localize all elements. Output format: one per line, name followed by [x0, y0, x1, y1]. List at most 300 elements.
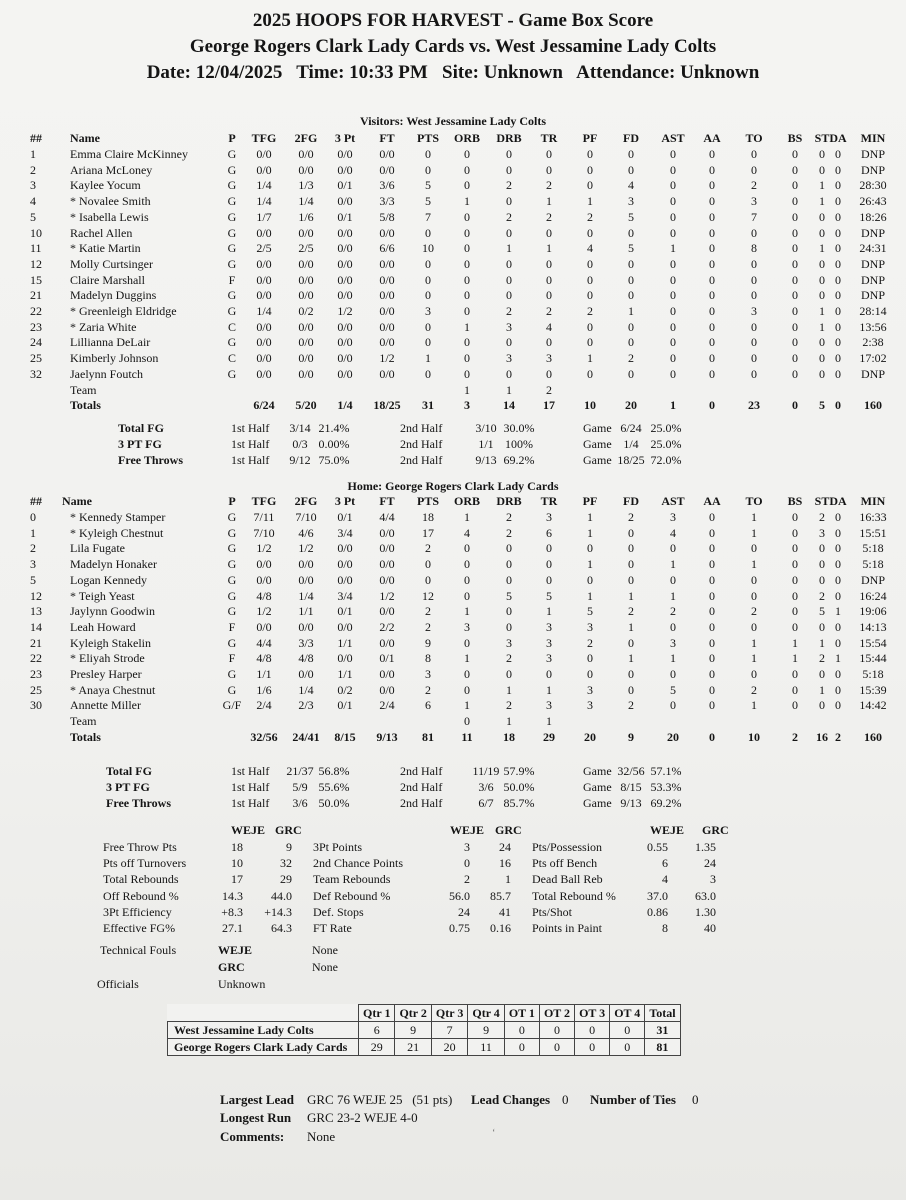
player-bs: 1	[792, 651, 798, 666]
team-stat-weje-value: 37.0	[647, 888, 668, 903]
half-split-second-label: 2nd Half	[400, 764, 443, 778]
half-split-second-made: 3/10	[475, 421, 497, 435]
line-score-cell: 9	[395, 1022, 431, 1039]
half-split-stat: 3 PT FG	[106, 780, 150, 794]
totals-row-min: 160	[864, 398, 882, 413]
player-min: 14:42	[859, 698, 887, 713]
column-header-da: DA	[829, 494, 847, 508]
technical-grc-label: GRC	[218, 960, 245, 974]
half-split-stat: Free Throws	[106, 796, 171, 810]
player-orb: 4	[464, 525, 470, 540]
player-to: 0	[751, 366, 757, 381]
team-stat-weje-value: 3	[464, 840, 470, 854]
team-stat-grc-value: 40	[704, 921, 716, 935]
player-pts: 0	[425, 557, 431, 572]
player-bs: 0	[792, 147, 798, 161]
player-bs: 0	[792, 319, 798, 334]
player-tr: 3	[546, 619, 552, 634]
half-split-first-label: 1st Half	[231, 437, 270, 451]
player-ft: 2/4	[379, 698, 395, 713]
player-pf: 3	[587, 698, 593, 713]
half-split-game-label: Game	[583, 421, 612, 435]
player-to: 1	[751, 651, 757, 666]
player-bs: 0	[792, 178, 798, 193]
totals-row-orb: 3	[464, 398, 470, 413]
column-header-num: ##	[30, 131, 42, 145]
technical-weje-label: WEJE	[218, 943, 253, 957]
player-ft: 0/0	[379, 572, 395, 587]
player-min: 16:33	[859, 510, 887, 524]
player-twofg: 4/8	[298, 651, 314, 666]
player-da: 1	[835, 651, 841, 666]
technical-weje-value: None	[312, 943, 338, 957]
player-pts: 5	[425, 194, 431, 209]
team-row-orb: 0	[464, 714, 470, 729]
player-twofg: 0/0	[298, 288, 314, 303]
line-score-cell: 0	[610, 1022, 645, 1039]
player-drb: 2	[506, 525, 512, 540]
player-drb: 2	[506, 698, 512, 713]
team-stat-weje-value: 0	[464, 856, 470, 871]
player-ast: 0	[670, 572, 676, 587]
player-name: Presley Harper	[70, 667, 142, 681]
player-bs: 0	[792, 304, 798, 318]
player-da: 0	[835, 588, 841, 603]
player-to: 3	[751, 194, 757, 209]
technical-grc-value: None	[312, 960, 338, 974]
player-fd: 0	[628, 147, 634, 161]
line-score-cell: 0	[539, 1022, 574, 1039]
totals-row-da: 0	[835, 398, 841, 413]
player-to: 1	[751, 525, 757, 540]
player-aa: 0	[709, 698, 715, 713]
totals-row-twofg: 24/41	[292, 729, 320, 744]
team-stat-weje-value: 0.75	[449, 921, 470, 935]
player-num: 25	[30, 682, 42, 697]
player-name: * Greenleigh Eldridge	[70, 304, 177, 318]
totals-row-pts: 31	[422, 398, 434, 413]
player-da: 0	[835, 335, 841, 350]
player-da: 0	[835, 319, 841, 334]
player-aa: 0	[709, 366, 715, 381]
player-da: 0	[835, 619, 841, 634]
player-tr: 2	[546, 178, 552, 193]
player-fd: 1	[628, 619, 634, 634]
half-split-game-pct: 57.1%	[650, 764, 682, 778]
player-st: 0	[819, 619, 825, 634]
player-pf: 0	[587, 147, 593, 161]
player-orb: 0	[464, 366, 470, 381]
player-orb: 1	[464, 698, 470, 713]
player-fd: 2	[628, 351, 634, 366]
team-stat-grc-value: 85.7	[490, 888, 511, 903]
column-header-num: ##	[30, 494, 42, 508]
totals-row-bs: 0	[792, 398, 798, 413]
line-score-header-cell: Qtr 2	[395, 1005, 431, 1022]
player-pf: 0	[587, 178, 593, 193]
totals-row-drb: 14	[503, 398, 515, 413]
player-tfg: 2/5	[256, 241, 272, 256]
team-stat-label: Pts off Bench	[532, 856, 598, 871]
player-pts: 9	[425, 635, 431, 650]
column-header-min: MIN	[860, 131, 886, 145]
player-num: 4	[30, 194, 36, 209]
player-name: * Kennedy Stamper	[70, 510, 166, 524]
player-to: 1	[751, 698, 757, 713]
player-drb: 1	[506, 682, 512, 697]
player-twofg: 0/0	[298, 335, 314, 350]
player-ft: 1/2	[379, 351, 395, 366]
player-orb: 0	[464, 588, 470, 603]
player-orb: 0	[464, 241, 470, 256]
player-ft: 0/0	[379, 682, 395, 697]
player-pf: 1	[587, 525, 593, 540]
player-pts: 0	[425, 366, 431, 381]
line-score-total: 81	[645, 1039, 680, 1056]
player-pos: F	[228, 651, 236, 666]
player-drb: 0	[506, 147, 512, 161]
player-pos: G	[227, 241, 237, 256]
team-row-orb: 1	[464, 382, 470, 397]
player-threept: 1/1	[337, 667, 353, 681]
totals-row-drb: 18	[503, 729, 515, 744]
player-threept: 0/0	[337, 194, 353, 209]
player-to: 0	[751, 256, 757, 271]
player-tfg: 2/4	[256, 698, 272, 713]
player-st: 0	[819, 335, 825, 350]
player-num: 2	[30, 162, 36, 177]
player-st: 2	[819, 651, 825, 666]
player-fd: 4	[628, 178, 634, 193]
team-stat-grc-value: 24	[704, 856, 716, 871]
player-to: 8	[751, 241, 757, 256]
player-pts: 0	[425, 288, 431, 303]
line-score-header-cell: OT 2	[539, 1005, 574, 1022]
player-aa: 0	[709, 335, 715, 350]
player-pf: 0	[587, 541, 593, 556]
half-split-game-label: Game	[583, 453, 612, 467]
player-orb: 0	[464, 272, 470, 287]
line-score-header-cell: OT 3	[575, 1005, 610, 1022]
player-bs: 0	[792, 366, 798, 381]
player-threept: 0/0	[337, 366, 353, 381]
player-ft: 0/0	[379, 225, 395, 240]
game-info: Date: 12/04/2025 Time: 10:33 PM Site: Unknown Attendance: Unknown	[146, 62, 760, 83]
half-split-first-made: 0/3	[292, 437, 308, 451]
player-twofg: 1/2	[298, 541, 314, 556]
totals-row-tfg: 6/24	[253, 398, 275, 413]
player-pf: 3	[587, 619, 593, 634]
totals-row-tfg: 32/56	[250, 729, 278, 744]
column-header-pos: P	[228, 494, 236, 508]
player-drb: 2	[506, 178, 512, 193]
player-drb: 1	[506, 241, 512, 256]
longest-run-value: GRC 23-2 WEJE 4-0	[307, 1110, 418, 1125]
player-pf: 0	[587, 651, 593, 666]
player-tr: 0	[546, 667, 552, 681]
player-pos: G	[227, 366, 237, 381]
team-stats-col-header: WEJE	[450, 823, 485, 837]
player-num: 15	[30, 272, 42, 287]
player-pf: 0	[587, 162, 593, 177]
player-tfg: 1/4	[256, 178, 272, 193]
half-split-game-made: 18/25	[617, 453, 645, 467]
player-pos: G	[227, 557, 237, 572]
player-ast: 0	[670, 147, 676, 161]
line-score-cell: 0	[504, 1039, 539, 1056]
player-st: 3	[819, 525, 825, 540]
half-split-second-pct: 69.2%	[503, 453, 535, 467]
player-tr: 1	[546, 682, 552, 697]
player-tr: 0	[546, 572, 552, 587]
player-ast: 0	[670, 541, 676, 556]
player-ast: 1	[670, 651, 676, 666]
player-name: Kimberly Johnson	[70, 351, 159, 366]
player-name: Kyleigh Stakelin	[70, 635, 151, 650]
player-threept: 3/4	[337, 588, 353, 603]
player-ft: 0/0	[379, 256, 395, 271]
player-fd: 1	[628, 304, 634, 318]
player-pts: 6	[425, 698, 431, 713]
player-threept: 0/0	[337, 651, 353, 666]
player-tfg: 0/0	[256, 619, 272, 634]
player-min: 5:18	[862, 667, 884, 681]
player-da: 0	[835, 178, 841, 193]
column-header-to: TO	[745, 494, 763, 508]
player-drb: 0	[506, 225, 512, 240]
player-tfg: 4/8	[256, 651, 272, 666]
player-da: 0	[835, 351, 841, 366]
player-tr: 1	[546, 241, 552, 256]
player-st: 2	[819, 588, 825, 603]
player-tr: 5	[546, 588, 552, 603]
player-min: DNP	[860, 256, 885, 271]
player-twofg: 0/0	[298, 366, 314, 381]
player-aa: 0	[709, 604, 715, 619]
column-header-fd: FD	[623, 131, 639, 145]
player-bs: 0	[792, 288, 798, 303]
player-to: 7	[751, 209, 757, 224]
player-fd: 1	[628, 588, 634, 603]
player-threept: 0/2	[337, 682, 353, 697]
totals-row-min: 160	[864, 729, 882, 744]
comments-label: Comments:	[220, 1129, 285, 1144]
totals-row-name: Totals	[70, 729, 101, 744]
player-da: 0	[835, 272, 841, 287]
player-orb: 0	[464, 667, 470, 681]
player-orb: 0	[464, 225, 470, 240]
player-tr: 1	[546, 194, 552, 209]
player-twofg: 2/5	[298, 241, 314, 256]
player-num: 21	[30, 288, 42, 303]
player-tr: 0	[546, 366, 552, 381]
player-orb: 0	[464, 162, 470, 177]
half-split-first-label: 1st Half	[231, 453, 270, 467]
player-drb: 0	[506, 572, 512, 587]
player-tfg: 4/4	[256, 635, 272, 650]
player-name: Leah Howard	[70, 619, 136, 634]
player-name: Lila Fugate	[70, 541, 125, 556]
half-split-game-pct: 25.0%	[650, 437, 682, 451]
team-stat-weje-value: 14.3	[222, 888, 243, 903]
player-tfg: 0/0	[256, 147, 272, 161]
team-row-tr: 1	[546, 714, 552, 729]
team-stat-label: Effective FG%	[103, 921, 176, 935]
totals-row-bs: 2	[792, 729, 798, 744]
player-tr: 2	[546, 304, 552, 318]
half-split-stat: 3 PT FG	[118, 437, 162, 451]
player-to: 3	[751, 304, 757, 318]
line-score-header-cell: Qtr 1	[359, 1005, 395, 1022]
player-fd: 3	[628, 194, 634, 209]
team-stat-label: Dead Ball Reb	[532, 872, 603, 887]
player-da: 0	[835, 225, 841, 240]
player-fd: 0	[628, 366, 634, 381]
player-st: 1	[819, 319, 825, 334]
player-pts: 0	[425, 272, 431, 287]
player-pf: 5	[587, 604, 593, 619]
player-twofg: 0/0	[298, 667, 314, 681]
player-to: 0	[751, 147, 757, 161]
player-drb: 0	[506, 194, 512, 209]
player-aa: 0	[709, 147, 715, 161]
player-to: 1	[751, 510, 757, 524]
player-tfg: 0/0	[256, 319, 272, 334]
player-tfg: 0/0	[256, 162, 272, 177]
player-tfg: 4/8	[256, 588, 272, 603]
totals-row-st: 16	[816, 729, 828, 744]
player-name: Jaelynn Foutch	[70, 366, 143, 381]
player-threept: 0/0	[337, 319, 353, 334]
player-st: 0	[819, 572, 825, 587]
player-threept: 0/0	[337, 272, 353, 287]
player-orb: 0	[464, 572, 470, 587]
player-min: 15:51	[859, 525, 887, 540]
player-tr: 0	[546, 557, 552, 572]
player-orb: 3	[464, 619, 470, 634]
player-pf: 0	[587, 667, 593, 681]
player-aa: 0	[709, 351, 715, 366]
player-ast: 0	[670, 335, 676, 350]
player-tfg: 0/0	[256, 366, 272, 381]
player-tr: 0	[546, 147, 552, 161]
team-stats-col-header: WEJE	[231, 823, 266, 837]
line-score-header-cell: OT 4	[610, 1005, 645, 1022]
half-split-second-made: 9/13	[475, 453, 497, 467]
half-split-second-pct: 100%	[505, 437, 533, 451]
half-split-first-pct: 56.8%	[318, 764, 350, 778]
player-num: 30	[30, 698, 42, 713]
player-name: Emma Claire McKinney	[70, 147, 188, 161]
column-header-threept: 3 Pt	[334, 494, 356, 508]
line-score-cell: 7	[431, 1022, 467, 1039]
team-stat-grc-value: 1	[505, 872, 511, 887]
player-tr: 0	[546, 225, 552, 240]
player-bs: 0	[792, 682, 798, 697]
player-to: 0	[751, 288, 757, 303]
player-name: * Katie Martin	[70, 241, 141, 256]
player-bs: 0	[792, 272, 798, 287]
lead-changes-value: 0	[562, 1092, 569, 1107]
player-aa: 0	[709, 288, 715, 303]
player-pos: G	[227, 304, 237, 318]
player-name: Annette Miller	[70, 698, 141, 713]
player-ast: 1	[670, 588, 676, 603]
player-aa: 0	[709, 651, 715, 666]
column-header-to: TO	[745, 131, 763, 145]
totals-row-fd: 9	[628, 729, 634, 744]
half-split-second-pct: 57.9%	[503, 764, 535, 778]
player-ast: 1	[670, 241, 676, 256]
player-min: DNP	[860, 572, 885, 587]
column-header-pts: PTS	[416, 494, 439, 508]
player-tfg: 1/4	[256, 304, 272, 318]
player-st: 1	[819, 304, 825, 318]
player-threept: 0/1	[337, 698, 353, 713]
line-score-header-cell: Total	[645, 1005, 680, 1022]
player-tr: 3	[546, 651, 552, 666]
team-stat-label: Pts/Shot	[532, 904, 573, 919]
half-split-second-label: 2nd Half	[400, 796, 443, 810]
player-name: Claire Marshall	[70, 272, 145, 287]
line-score-cell: 9	[468, 1022, 504, 1039]
player-min: 16:24	[859, 588, 887, 603]
line-score-team: George Rogers Clark Lady Cards	[168, 1039, 359, 1056]
player-st: 0	[819, 351, 825, 366]
ties-value: 0	[692, 1092, 699, 1107]
team-stat-grc-value: 3	[710, 872, 716, 887]
team-stat-weje-value: 0.55	[647, 840, 668, 854]
player-to: 2	[751, 682, 757, 697]
column-header-pts: PTS	[416, 131, 439, 145]
player-min: 13:56	[859, 319, 887, 334]
team-stat-grc-value: 63.0	[695, 888, 716, 903]
player-aa: 0	[709, 178, 715, 193]
player-name: * Zaria White	[70, 319, 137, 334]
player-fd: 0	[628, 272, 634, 287]
line-score-cell: 29	[359, 1039, 395, 1056]
team-stat-grc-value: 24	[499, 840, 511, 854]
totals-row-aa: 0	[709, 729, 715, 744]
player-fd: 5	[628, 241, 634, 256]
player-pts: 0	[425, 319, 431, 334]
player-min: 5:18	[862, 541, 884, 556]
player-tr: 0	[546, 162, 552, 177]
player-to: 1	[751, 557, 757, 572]
player-drb: 0	[506, 272, 512, 287]
team-stat-grc-value: 29	[280, 872, 292, 887]
half-split-game-pct: 72.0%	[650, 453, 682, 467]
player-threept: 1/2	[337, 304, 353, 318]
player-threept: 0/0	[337, 572, 353, 587]
team-row-drb: 1	[506, 714, 512, 729]
totals-row-tr: 29	[543, 729, 555, 744]
line-score-header-cell: Qtr 4	[468, 1005, 504, 1022]
team-stat-weje-value: 17	[231, 872, 243, 887]
player-num: 5	[30, 209, 36, 224]
player-ft: 0/0	[379, 319, 395, 334]
player-orb: 1	[464, 651, 470, 666]
player-ast: 4	[670, 525, 676, 540]
column-header-fd: FD	[623, 494, 639, 508]
player-num: 14	[30, 619, 42, 634]
player-num: 1	[30, 525, 36, 540]
half-split-first-label: 1st Half	[231, 764, 270, 778]
team-stats-col-header: WEJE	[650, 823, 685, 837]
player-fd: 2	[628, 604, 634, 619]
player-ast: 1	[670, 557, 676, 572]
line-score-cell: 11	[468, 1039, 504, 1056]
